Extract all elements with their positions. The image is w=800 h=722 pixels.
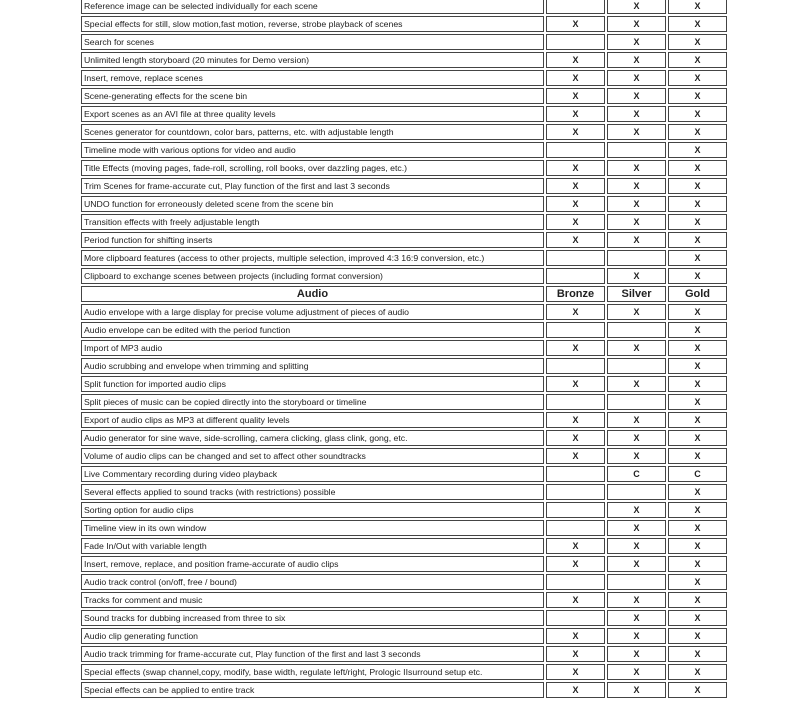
gold-cell: X bbox=[668, 664, 727, 680]
silver-cell bbox=[607, 394, 666, 410]
table-row bbox=[81, 592, 727, 608]
silver-cell: X bbox=[607, 268, 666, 284]
table-row bbox=[81, 0, 727, 14]
table-row bbox=[81, 268, 727, 284]
silver-cell: X bbox=[607, 232, 666, 248]
feature-cell: Split function for imported audio clips bbox=[81, 376, 544, 392]
silver-cell: X bbox=[607, 502, 666, 518]
table-row bbox=[81, 196, 727, 212]
table-row bbox=[81, 322, 727, 338]
feature-cell: Transition effects with freely adjustable length bbox=[81, 214, 544, 230]
gold-cell: C bbox=[668, 466, 727, 482]
feature-cell: Period function for shifting inserts bbox=[81, 232, 544, 248]
bronze-cell: X bbox=[546, 160, 605, 176]
table-row bbox=[81, 232, 727, 248]
bronze-cell: X bbox=[546, 592, 605, 608]
feature-cell: Audio envelope with a large display for precise volume adjustment of pieces of audio bbox=[81, 304, 544, 320]
table-row bbox=[81, 430, 727, 446]
bronze-cell: X bbox=[546, 232, 605, 248]
bronze-cell bbox=[546, 610, 605, 626]
silver-cell: X bbox=[607, 124, 666, 140]
gold-cell: X bbox=[668, 0, 727, 14]
feature-cell: Title Effects (moving pages, fade-roll, scrolling, roll books, over dazzling pages, etc.) bbox=[81, 160, 544, 176]
gold-cell: X bbox=[668, 124, 727, 140]
silver-cell: X bbox=[607, 0, 666, 14]
table-row bbox=[81, 610, 727, 626]
table-row bbox=[81, 502, 727, 518]
gold-cell: X bbox=[668, 106, 727, 122]
gold-cell: X bbox=[668, 340, 727, 356]
gold-cell: X bbox=[668, 520, 727, 536]
gold-cell: X bbox=[668, 142, 727, 158]
feature-cell: Audio clip generating function bbox=[81, 628, 544, 644]
gold-cell: X bbox=[668, 322, 727, 338]
gold-cell: X bbox=[668, 196, 727, 212]
silver-cell: X bbox=[607, 610, 666, 626]
gold-cell: X bbox=[668, 178, 727, 194]
table-row bbox=[81, 106, 727, 122]
gold-cell: X bbox=[668, 70, 727, 86]
feature-cell: Audio scrubbing and envelope when trimming and splitting bbox=[81, 358, 544, 374]
silver-cell: X bbox=[607, 682, 666, 698]
bronze-cell: X bbox=[546, 646, 605, 662]
feature-cell: Audio generator for sine wave, side-scrolling, camera clicking, glass clink, gong, etc. bbox=[81, 430, 544, 446]
bronze-cell: X bbox=[546, 214, 605, 230]
gold-cell: X bbox=[668, 160, 727, 176]
table-body bbox=[81, 0, 727, 698]
bronze-column-header: Bronze bbox=[546, 286, 605, 302]
gold-cell: X bbox=[668, 214, 727, 230]
silver-cell: X bbox=[607, 628, 666, 644]
section-title: Audio bbox=[81, 286, 544, 302]
feature-cell: Tracks for comment and music bbox=[81, 592, 544, 608]
table-row bbox=[81, 88, 727, 104]
feature-cell: Export of audio clips as MP3 at different quality levels bbox=[81, 412, 544, 428]
feature-cell: Special effects (swap channel,copy, modify, base width, regulate left/right, Prologic IIsurround setup etc. bbox=[81, 664, 544, 680]
feature-cell: Audio track control (on/off, free / bound) bbox=[81, 574, 544, 590]
silver-cell bbox=[607, 142, 666, 158]
table-row bbox=[81, 16, 727, 32]
bronze-cell: X bbox=[546, 124, 605, 140]
bronze-cell: X bbox=[546, 178, 605, 194]
table-row bbox=[81, 124, 727, 140]
table-row bbox=[81, 394, 727, 410]
gold-cell: X bbox=[668, 484, 727, 500]
table-row bbox=[81, 520, 727, 536]
silver-cell: X bbox=[607, 556, 666, 572]
bronze-cell bbox=[546, 394, 605, 410]
gold-cell: X bbox=[668, 502, 727, 518]
table-row bbox=[81, 556, 727, 572]
silver-cell: X bbox=[607, 448, 666, 464]
bronze-cell bbox=[546, 358, 605, 374]
feature-cell: Unlimited length storyboard (20 minutes for Demo version) bbox=[81, 52, 544, 68]
table-row bbox=[81, 178, 727, 194]
bronze-cell: X bbox=[546, 556, 605, 572]
table-row bbox=[81, 538, 727, 554]
table-row bbox=[81, 340, 727, 356]
bronze-cell: X bbox=[546, 16, 605, 32]
bronze-cell bbox=[546, 34, 605, 50]
silver-cell: X bbox=[607, 34, 666, 50]
table-row bbox=[81, 574, 727, 590]
silver-cell: X bbox=[607, 538, 666, 554]
feature-cell: Insert, remove, replace scenes bbox=[81, 70, 544, 86]
bronze-cell bbox=[546, 484, 605, 500]
silver-cell: X bbox=[607, 214, 666, 230]
silver-cell: X bbox=[607, 412, 666, 428]
bronze-cell: X bbox=[546, 430, 605, 446]
feature-cell: Live Commentary recording during video playback bbox=[81, 466, 544, 482]
gold-cell: X bbox=[668, 34, 727, 50]
bronze-cell: X bbox=[546, 376, 605, 392]
table-row bbox=[81, 214, 727, 230]
feature-cell: Trim Scenes for frame-accurate cut, Play function of the first and last 3 seconds bbox=[81, 178, 544, 194]
table-row bbox=[81, 646, 727, 662]
silver-cell: X bbox=[607, 376, 666, 392]
silver-cell: X bbox=[607, 106, 666, 122]
bronze-cell bbox=[546, 574, 605, 590]
gold-cell: X bbox=[668, 610, 727, 626]
feature-cell: Split pieces of music can be copied directly into the storyboard or timeline bbox=[81, 394, 544, 410]
bronze-cell: X bbox=[546, 340, 605, 356]
feature-cell: Fade In/Out with variable length bbox=[81, 538, 544, 554]
feature-cell: Insert, remove, replace, and position frame-accurate of audio clips bbox=[81, 556, 544, 572]
feature-cell: Reference image can be selected individually for each scene bbox=[81, 0, 544, 14]
bronze-cell: X bbox=[546, 448, 605, 464]
silver-cell: X bbox=[607, 592, 666, 608]
table-row bbox=[81, 484, 727, 500]
gold-cell: X bbox=[668, 592, 727, 608]
feature-cell: Timeline view in its own window bbox=[81, 520, 544, 536]
bronze-cell: X bbox=[546, 412, 605, 428]
bronze-cell bbox=[546, 520, 605, 536]
feature-cell: Several effects applied to sound tracks (with restrictions) possible bbox=[81, 484, 544, 500]
bronze-cell: X bbox=[546, 52, 605, 68]
section-header-row bbox=[81, 286, 727, 302]
table-row bbox=[81, 304, 727, 320]
gold-cell: X bbox=[668, 646, 727, 662]
silver-column-header: Silver bbox=[607, 286, 666, 302]
feature-cell: UNDO function for erroneously deleted scene from the scene bin bbox=[81, 196, 544, 212]
silver-cell: X bbox=[607, 178, 666, 194]
feature-cell: Audio envelope can be edited with the period function bbox=[81, 322, 544, 338]
feature-cell: Clipboard to exchange scenes between projects (including format conversion) bbox=[81, 268, 544, 284]
table-row bbox=[81, 664, 727, 680]
silver-cell: X bbox=[607, 664, 666, 680]
gold-cell: X bbox=[668, 412, 727, 428]
feature-cell: More clipboard features (access to other projects, multiple selection, improved 4:3 16:9 conversion, etc.) bbox=[81, 250, 544, 266]
table-row bbox=[81, 250, 727, 266]
gold-cell: X bbox=[668, 682, 727, 698]
gold-cell: X bbox=[668, 556, 727, 572]
table-row bbox=[81, 34, 727, 50]
bronze-cell: X bbox=[546, 88, 605, 104]
table-row bbox=[81, 628, 727, 644]
bronze-cell: X bbox=[546, 538, 605, 554]
table-row bbox=[81, 682, 727, 698]
gold-cell: X bbox=[668, 16, 727, 32]
feature-comparison-table bbox=[79, 0, 729, 700]
table-row bbox=[81, 466, 727, 482]
bronze-cell bbox=[546, 250, 605, 266]
silver-cell bbox=[607, 574, 666, 590]
table-row bbox=[81, 70, 727, 86]
silver-cell: X bbox=[607, 70, 666, 86]
feature-cell: Special effects for still, slow motion,fast motion, reverse, strobe playback of scenes bbox=[81, 16, 544, 32]
feature-comparison-wrapper bbox=[79, 0, 729, 700]
bronze-cell: X bbox=[546, 304, 605, 320]
gold-cell: X bbox=[668, 88, 727, 104]
feature-cell: Export scenes as an AVI file at three quality levels bbox=[81, 106, 544, 122]
silver-cell: X bbox=[607, 304, 666, 320]
silver-cell bbox=[607, 484, 666, 500]
bronze-cell bbox=[546, 322, 605, 338]
gold-cell: X bbox=[668, 232, 727, 248]
feature-cell: Search for scenes bbox=[81, 34, 544, 50]
gold-cell: X bbox=[668, 430, 727, 446]
bronze-cell bbox=[546, 268, 605, 284]
feature-cell: Volume of audio clips can be changed and set to affect other soundtracks bbox=[81, 448, 544, 464]
gold-cell: X bbox=[668, 376, 727, 392]
bronze-cell bbox=[546, 0, 605, 14]
silver-cell: X bbox=[607, 160, 666, 176]
bronze-cell: X bbox=[546, 106, 605, 122]
gold-cell: X bbox=[668, 538, 727, 554]
gold-cell: X bbox=[668, 250, 727, 266]
silver-cell: X bbox=[607, 196, 666, 212]
bronze-cell: X bbox=[546, 196, 605, 212]
bronze-cell: X bbox=[546, 70, 605, 86]
bronze-cell: X bbox=[546, 682, 605, 698]
silver-cell bbox=[607, 322, 666, 338]
bronze-cell bbox=[546, 502, 605, 518]
gold-cell: X bbox=[668, 52, 727, 68]
gold-cell: X bbox=[668, 304, 727, 320]
feature-cell: Sound tracks for dubbing increased from three to six bbox=[81, 610, 544, 626]
silver-cell: C bbox=[607, 466, 666, 482]
feature-cell: Import of MP3 audio bbox=[81, 340, 544, 356]
table-row bbox=[81, 160, 727, 176]
table-row bbox=[81, 412, 727, 428]
bronze-cell: X bbox=[546, 664, 605, 680]
table-row bbox=[81, 358, 727, 374]
bronze-cell bbox=[546, 142, 605, 158]
gold-cell: X bbox=[668, 448, 727, 464]
bronze-cell: X bbox=[546, 628, 605, 644]
feature-cell: Audio track trimming for frame-accurate cut, Play function of the first and last 3 seconds bbox=[81, 646, 544, 662]
gold-cell: X bbox=[668, 268, 727, 284]
silver-cell: X bbox=[607, 430, 666, 446]
feature-cell: Timeline mode with various options for video and audio bbox=[81, 142, 544, 158]
feature-cell: Scene-generating effects for the scene bin bbox=[81, 88, 544, 104]
feature-cell: Sorting option for audio clips bbox=[81, 502, 544, 518]
feature-cell: Special effects can be applied to entire track bbox=[81, 682, 544, 698]
gold-cell: X bbox=[668, 358, 727, 374]
silver-cell: X bbox=[607, 88, 666, 104]
gold-cell: X bbox=[668, 628, 727, 644]
gold-cell: X bbox=[668, 394, 727, 410]
bronze-cell bbox=[546, 466, 605, 482]
table-row bbox=[81, 142, 727, 158]
table-row bbox=[81, 52, 727, 68]
silver-cell bbox=[607, 250, 666, 266]
silver-cell: X bbox=[607, 646, 666, 662]
silver-cell: X bbox=[607, 52, 666, 68]
table-row bbox=[81, 448, 727, 464]
table-row bbox=[81, 376, 727, 392]
silver-cell: X bbox=[607, 16, 666, 32]
gold-cell: X bbox=[668, 574, 727, 590]
gold-column-header: Gold bbox=[668, 286, 727, 302]
silver-cell: X bbox=[607, 340, 666, 356]
silver-cell: X bbox=[607, 520, 666, 536]
feature-cell: Scenes generator for countdown, color bars, patterns, etc. with adjustable length bbox=[81, 124, 544, 140]
silver-cell bbox=[607, 358, 666, 374]
